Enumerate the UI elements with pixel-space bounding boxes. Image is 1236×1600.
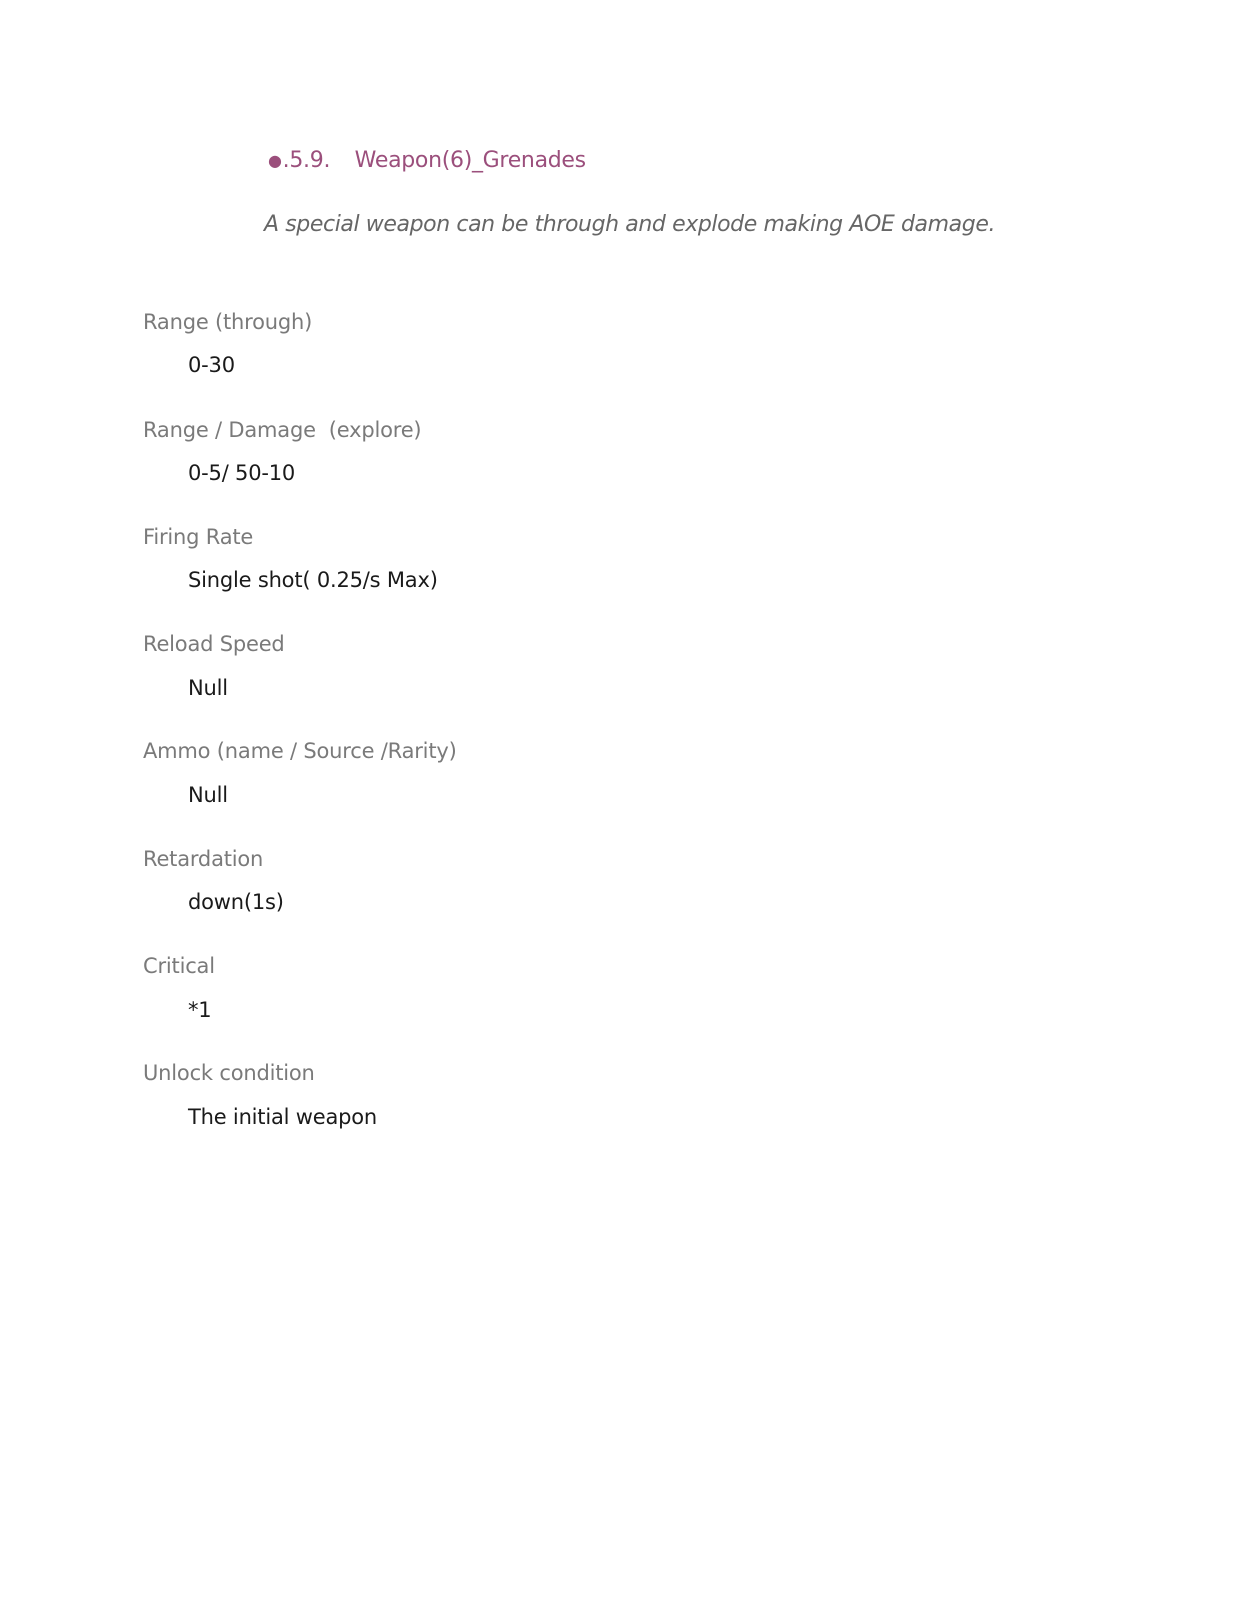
property-label-firing-rate: Firing Rate — [143, 525, 254, 549]
property-value-reload-speed: Null — [188, 676, 228, 700]
bullet-icon: ● — [268, 150, 282, 170]
property-label-ammo: Ammo (name / Source /Rarity) — [143, 739, 457, 763]
property-value-firing-rate: Single shot( 0.25/s Max) — [188, 568, 438, 592]
property-value-critical: *1 — [188, 998, 212, 1022]
property-value-unlock-condition: The initial weapon — [188, 1105, 378, 1129]
section-description: A special weapon can be through and explode making AOE damage. — [264, 212, 996, 237]
section-title: Weapon(6)_Grenades — [354, 147, 586, 173]
property-value-range-through: 0-30 — [188, 353, 235, 377]
property-label-unlock-condition: Unlock condition — [143, 1061, 315, 1085]
property-label-critical: Critical — [143, 954, 215, 978]
property-label-retardation: Retardation — [143, 847, 264, 871]
property-label-reload-speed: Reload Speed — [143, 632, 285, 656]
property-value-retardation: down(1s) — [188, 890, 284, 914]
property-label-range-damage: Range / Damage (explore) — [143, 418, 422, 442]
section-heading — [268, 144, 586, 176]
property-label-range-through: Range (through) — [143, 310, 313, 334]
property-value-range-damage: 0-5/ 50-10 — [188, 461, 296, 485]
property-value-ammo: Null — [188, 783, 228, 807]
section-number: .5.9. — [282, 147, 331, 173]
